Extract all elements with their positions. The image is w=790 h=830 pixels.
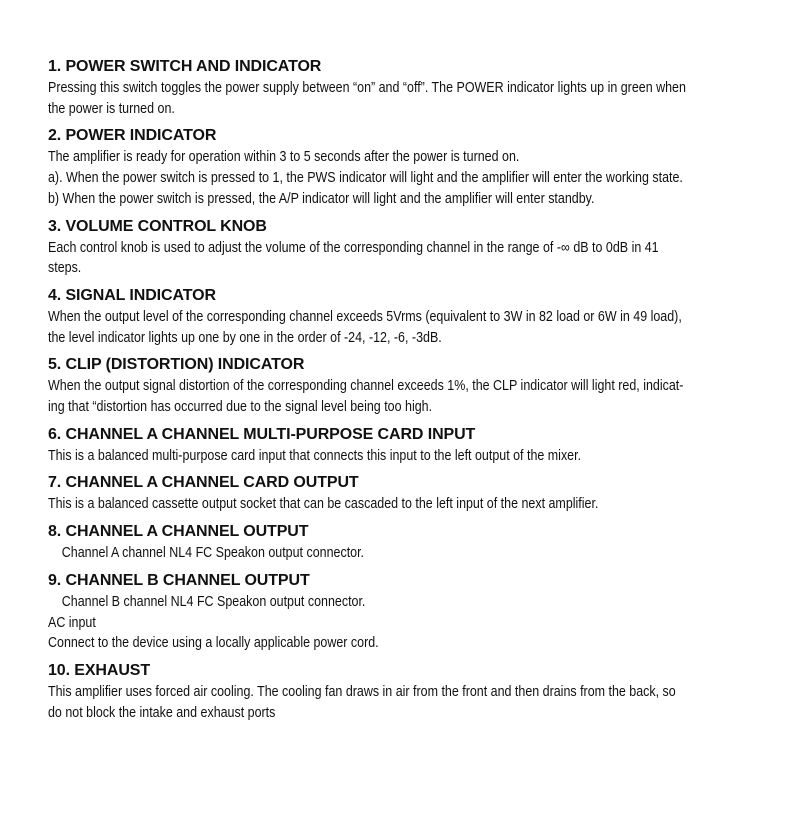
body-text-line: do not block the intake and exhaust ports: [48, 704, 276, 721]
body-text-line: This is a balanced multi-purpose card input that connects this input to the left output of the mixer.: [48, 447, 582, 464]
section-5: [48, 354, 768, 417]
body-text-line: Pressing this switch toggles the power supply between “on” and “off”. The POWER indicator lights up in green when: [48, 80, 686, 96]
section-heading: 3. VOLUME CONTROL KNOB: [48, 217, 267, 235]
body-text-line: ing that “distortion has occurred due to the signal level being too high.: [48, 399, 433, 416]
section-10: [48, 660, 768, 723]
body-text-line: b) When the power switch is pressed, the A/P indicator will light and the amplifier will enter standby.: [48, 190, 595, 207]
section-heading: 6. CHANNEL A CHANNEL MULTI-PURPOSE CARD INPUT: [48, 425, 476, 443]
manual-page: [48, 56, 768, 729]
body-text-line: Each control knob is used to adjust the volume of the corresponding channel in the range of -∞ dB to 0dB in 41: [48, 239, 659, 256]
section-3: [48, 216, 768, 279]
body-text-line: This is a balanced cassette output socket that can be cascaded to the left input of the next amplifier.: [48, 496, 599, 513]
section-heading: 2. POWER INDICATOR: [48, 127, 217, 145]
section-4: [48, 285, 768, 348]
section-6: [48, 424, 768, 467]
section-heading: 10. EXHAUST: [48, 661, 151, 679]
section-9: [48, 570, 768, 654]
body-text-line: Connect to the device using a locally applicable power cord.: [48, 635, 379, 652]
body-text-line: a). When the power switch is pressed to 1, the PWS indicator will light and the amplifier will enter the working state.: [48, 170, 683, 187]
section-heading: 9. CHANNEL B CHANNEL OUTPUT: [48, 571, 310, 589]
section-heading: 4. SIGNAL INDICATOR: [48, 286, 216, 304]
body-text-line: AC input: [48, 614, 96, 631]
section-1: [48, 56, 768, 119]
body-text-line: This amplifier uses forced air cooling. The cooling fan draws in air from the front and then drains from the back, so: [48, 683, 676, 700]
body-text-line: the level indicator lights up one by one in the order of -24, -12, -6, -3dB.: [48, 329, 442, 346]
body-text-line: When the output level of the corresponding channel exceeds 5Vrms (equivalent to 3W in 82 load or 6W in 49 load),: [48, 308, 682, 325]
body-text-line: The amplifier is ready for operation within 3 to 5 seconds after the power is turned on.: [48, 149, 520, 166]
section-8: [48, 521, 768, 564]
body-text-line: Channel B channel NL4 FC Speakon output connector.: [61, 593, 366, 610]
body-text-line: the power is turned on.: [48, 100, 175, 117]
section-heading: 8. CHANNEL A CHANNEL OUTPUT: [48, 523, 309, 541]
body-text-line: When the output signal distortion of the corresponding channel exceeds 1%, the CLP indicator will light red, indicat-: [48, 378, 684, 395]
section-2: [48, 125, 768, 209]
body-text-line: steps.: [48, 260, 82, 277]
section-7: [48, 472, 768, 515]
section-heading: 5. CLIP (DISTORTION) INDICATOR: [48, 356, 305, 374]
section-heading: 7. CHANNEL A CHANNEL CARD OUTPUT: [48, 474, 359, 492]
body-text-line: Channel A channel NL4 FC Speakon output connector.: [61, 545, 365, 562]
section-heading: 1. POWER SWITCH AND INDICATOR: [48, 58, 322, 75]
